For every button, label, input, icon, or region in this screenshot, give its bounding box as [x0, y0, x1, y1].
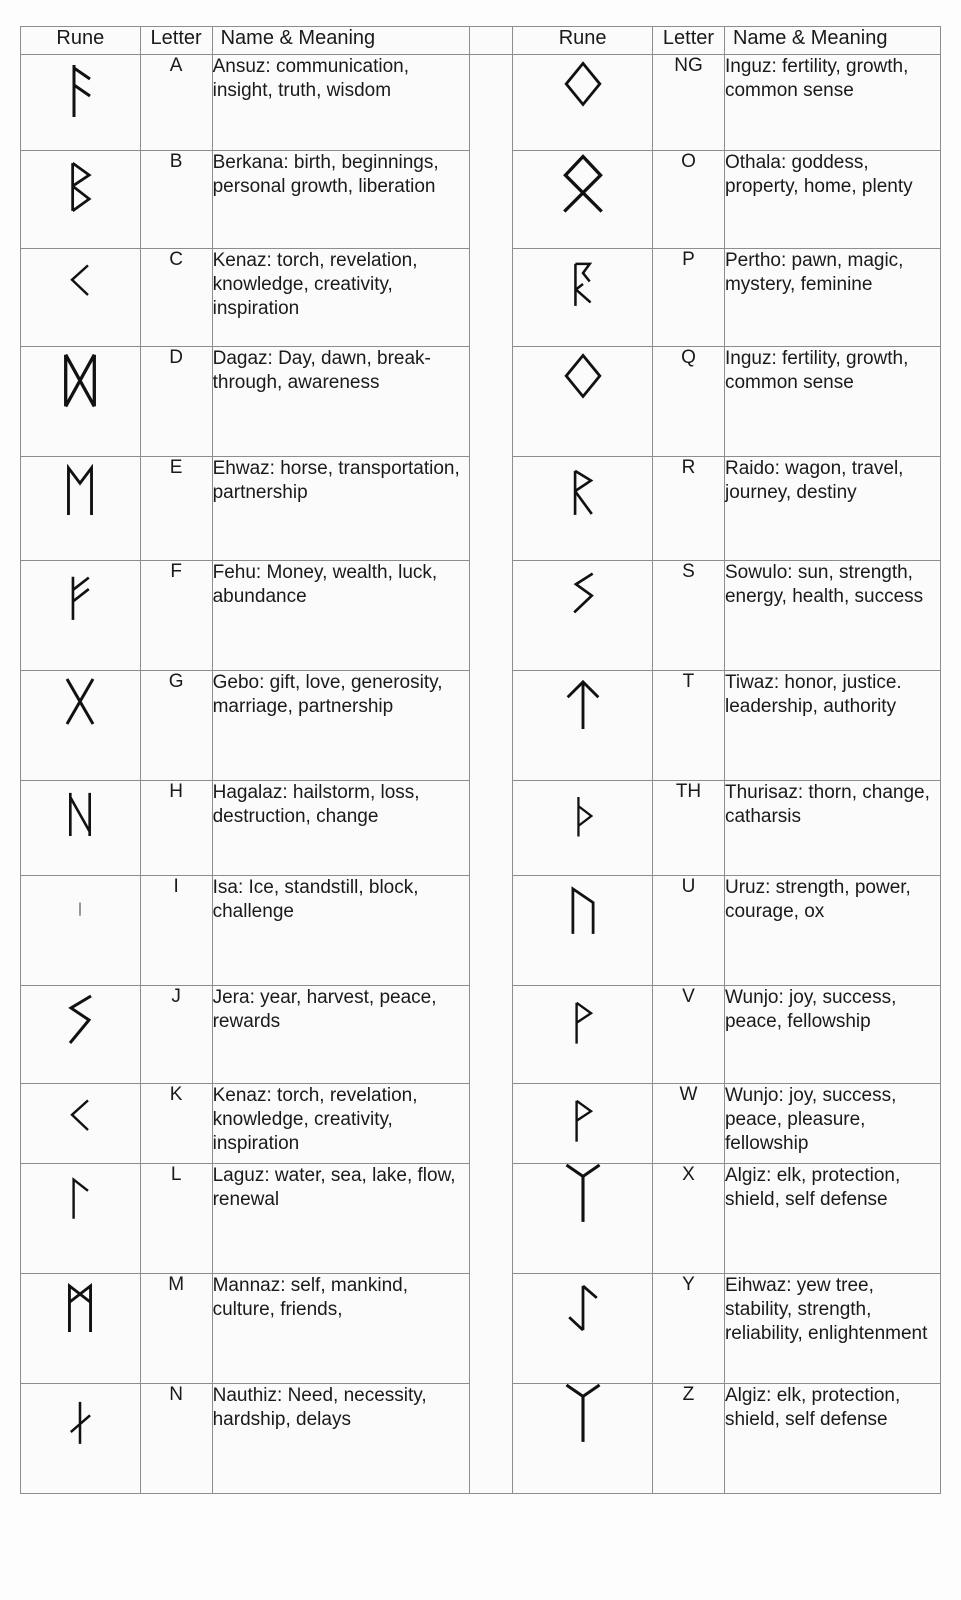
name-meaning-cell: Gebo: gift, love, generosity, marriage, partnership	[212, 671, 469, 781]
letter-cell: R	[652, 457, 724, 561]
header-name-meaning-left: Name & Meaning	[212, 27, 469, 55]
letter-cell: K	[140, 1084, 212, 1164]
name-meaning-cell: Kenaz: torch, revelation, knowledge, creativity, inspiration	[212, 249, 469, 347]
rune-glyph-cell	[21, 55, 141, 151]
letter-cell: F	[140, 561, 212, 671]
column-divider	[469, 27, 512, 55]
rune-glyph-cell	[21, 876, 141, 986]
letter-cell: L	[140, 1164, 212, 1274]
name-meaning-cell: Nauthiz: Need, necessity, hardship, delays	[212, 1384, 469, 1494]
name-meaning-cell: Eihwaz: yew tree, stability, strength, reliability, enlightenment	[724, 1274, 940, 1384]
name-meaning-cell: Wunjo: joy, success, peace, fellowship	[724, 986, 940, 1084]
othala-rune	[555, 151, 611, 217]
letter-cell: S	[652, 561, 724, 671]
letter-cell: B	[140, 151, 212, 249]
inguz-rune	[555, 55, 611, 111]
rune-glyph-cell	[513, 876, 653, 986]
letter-cell: V	[652, 986, 724, 1084]
letter-cell: U	[652, 876, 724, 986]
letter-cell: W	[652, 1084, 724, 1164]
name-meaning-cell: Berkana: birth, beginnings, personal growth, liberation	[212, 151, 469, 249]
rune-glyph-cell	[513, 561, 653, 671]
letter-cell: D	[140, 347, 212, 457]
rune-glyph-cell	[21, 986, 141, 1084]
letter-cell: N	[140, 1384, 212, 1494]
letter-cell: E	[140, 457, 212, 561]
name-meaning-cell: Pertho: pawn, magic, mystery, feminine	[724, 249, 940, 347]
rune-glyph-cell	[21, 671, 141, 781]
hagalaz-rune	[58, 781, 102, 847]
rune-glyph-cell	[21, 781, 141, 876]
ansuz-rune	[55, 55, 105, 127]
uruz-rune	[560, 876, 606, 944]
letter-cell: J	[140, 986, 212, 1084]
rune-glyph-cell	[21, 249, 141, 347]
name-meaning-cell: Ehwaz: horse, transportation, partnership	[212, 457, 469, 561]
algiz-rune	[557, 1164, 609, 1226]
rune-glyph-cell	[513, 671, 653, 781]
rune-glyph-cell	[21, 1164, 141, 1274]
rune-glyph-cell	[21, 347, 141, 457]
laguz-rune	[60, 1164, 100, 1232]
dagaz-rune	[49, 347, 111, 413]
rune-alphabet-table	[20, 26, 941, 1494]
name-meaning-cell: Raido: wagon, travel, journey, destiny	[724, 457, 940, 561]
rune-glyph-cell	[513, 781, 653, 876]
rune-glyph-cell	[513, 151, 653, 249]
rune-glyph-cell	[513, 55, 653, 151]
name-meaning-cell: Algiz: elk, protection, shield, self defense	[724, 1164, 940, 1274]
mannaz-rune	[56, 1274, 104, 1342]
name-meaning-cell: Fehu: Money, wealth, luck, abundance	[212, 561, 469, 671]
thurisaz-rune	[564, 781, 602, 851]
fehu-rune	[58, 561, 102, 633]
berkana-rune	[57, 151, 103, 223]
name-meaning-cell: Jera: year, harvest, peace, rewards	[212, 986, 469, 1084]
name-meaning-cell: Isa: Ice, standstill, block, challenge	[212, 876, 469, 986]
header-letter-left: Letter	[140, 27, 212, 55]
letter-cell: I	[140, 876, 212, 986]
letter-cell: Q	[652, 347, 724, 457]
name-meaning-cell: Wunjo: joy, success, peace, pleasure, fellowship	[724, 1084, 940, 1164]
letter-cell: M	[140, 1274, 212, 1384]
name-meaning-cell: Algiz: elk, protection, shield, self defense	[724, 1384, 940, 1494]
ehwaz-rune	[56, 457, 104, 523]
jera-rune	[55, 986, 105, 1052]
letter-cell: O	[652, 151, 724, 249]
name-meaning-cell: Tiwaz: honor, justice. leadership, authority	[724, 671, 940, 781]
rune-glyph-cell	[21, 457, 141, 561]
rune-glyph-cell	[21, 1274, 141, 1384]
rune-glyph-cell	[513, 1274, 653, 1384]
name-meaning-cell: Hagalaz: hailstorm, loss, destruction, change	[212, 781, 469, 876]
letter-cell: X	[652, 1164, 724, 1274]
tiwaz-rune	[559, 671, 607, 737]
header-rune-left: Rune	[21, 27, 141, 55]
wunjo-rune	[563, 1084, 603, 1156]
inguz-rune	[555, 347, 611, 403]
sowulo-rune	[561, 561, 605, 625]
pertho-rune	[562, 249, 604, 319]
column-divider	[469, 55, 512, 1494]
isa-rune	[73, 876, 87, 942]
kenaz-rune	[60, 249, 100, 309]
rune-glyph-cell	[513, 1084, 653, 1164]
header-name-meaning-right: Name & Meaning	[724, 27, 940, 55]
rune-glyph-cell	[21, 151, 141, 249]
rune-glyph-cell	[513, 986, 653, 1084]
rune-glyph-cell	[513, 457, 653, 561]
name-meaning-cell: Sowulo: sun, strength, energy, health, success	[724, 561, 940, 671]
table-body	[21, 55, 941, 1494]
letter-cell: G	[140, 671, 212, 781]
name-meaning-cell: Othala: goddess, property, home, plenty	[724, 151, 940, 249]
algiz-rune	[557, 1384, 609, 1446]
letter-cell: NG	[652, 55, 724, 151]
letter-cell: T	[652, 671, 724, 781]
table-header-row	[21, 27, 941, 55]
rune-glyph-cell	[513, 1164, 653, 1274]
letter-cell: Z	[652, 1384, 724, 1494]
raido-rune	[561, 457, 605, 527]
letter-cell: C	[140, 249, 212, 347]
rune-glyph-cell	[513, 249, 653, 347]
letter-cell: TH	[652, 781, 724, 876]
header-rune-right: Rune	[513, 27, 653, 55]
name-meaning-cell: Inguz: fertility, growth, common sense	[724, 347, 940, 457]
eihwaz-rune	[560, 1274, 606, 1342]
letter-cell: P	[652, 249, 724, 347]
gebo-rune	[55, 671, 105, 731]
name-meaning-cell: Kenaz: torch, revelation, knowledge, creativity, inspiration	[212, 1084, 469, 1164]
name-meaning-cell: Inguz: fertility, growth, common sense	[724, 55, 940, 151]
name-meaning-cell: Laguz: water, sea, lake, flow, renewal	[212, 1164, 469, 1274]
rune-glyph-cell	[513, 347, 653, 457]
name-meaning-cell: Mannaz: self, mankind, culture, friends,	[212, 1274, 469, 1384]
nauthiz-rune	[59, 1384, 101, 1460]
wunjo-rune	[563, 986, 603, 1058]
name-meaning-cell: Dagaz: Day, dawn, break-through, awareness	[212, 347, 469, 457]
name-meaning-cell: Ansuz: communication, insight, truth, wisdom	[212, 55, 469, 151]
letter-cell: H	[140, 781, 212, 876]
rune-glyph-cell	[21, 561, 141, 671]
letter-cell: A	[140, 55, 212, 151]
rune-glyph-cell	[21, 1384, 141, 1494]
name-meaning-cell: Thurisaz: thorn, change, catharsis	[724, 781, 940, 876]
name-meaning-cell: Uruz: strength, power, courage, ox	[724, 876, 940, 986]
letter-cell: Y	[652, 1274, 724, 1384]
rune-glyph-cell	[513, 1384, 653, 1494]
rune-glyph-cell	[21, 1084, 141, 1164]
table-row	[21, 55, 941, 151]
header-letter-right: Letter	[652, 27, 724, 55]
kenaz-rune	[60, 1084, 100, 1144]
